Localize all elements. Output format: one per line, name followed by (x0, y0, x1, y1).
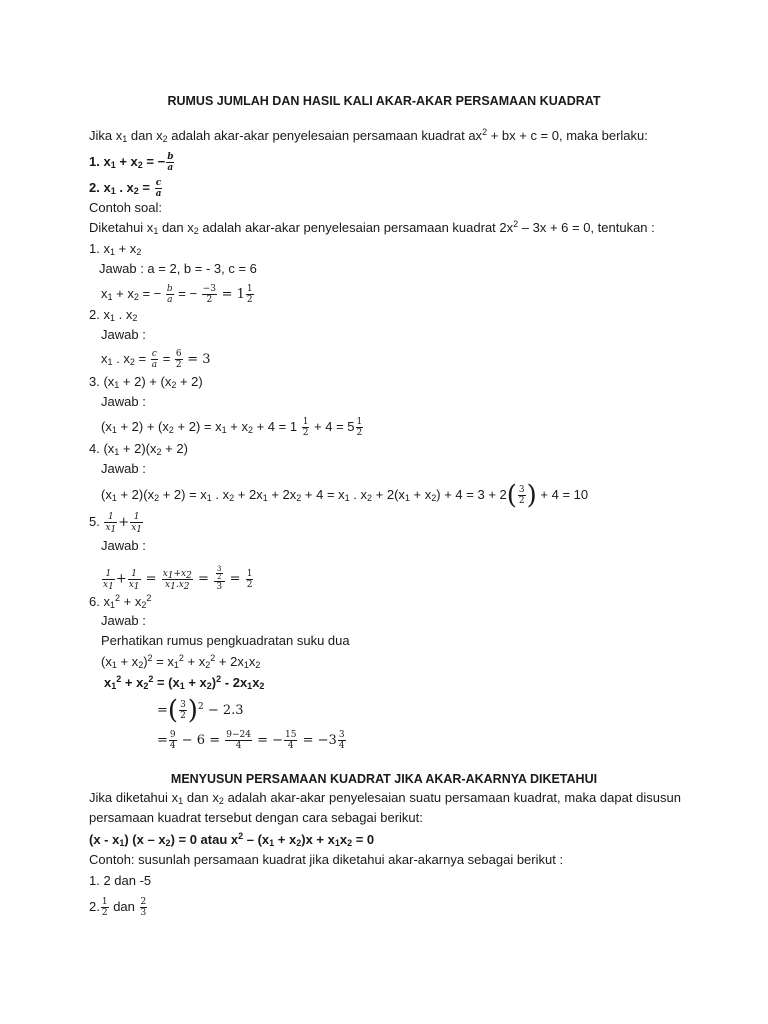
q6-jawab: Jawab : (101, 613, 146, 628)
q5-jawab: Jawab : (101, 538, 146, 553)
contoh-soal-label: Contoh soal: (89, 200, 162, 215)
q5-label: 5. $\frac{1}{x_1}$ + $\frac{1}{x_1}$ (89, 512, 142, 535)
q4-answer: $(x_1 + 2)(x_2 + 2) = x_1$ . $x_2 + 2x_1 + 2x_2 + 4 = x_1$ . $x_2 + 2(x_1 + x_2) + 4 = 3 + 2$( $\frac{3}{2}$ ) + 4 = 10 (101, 480, 589, 511)
q4-jawab: Jawab : (101, 461, 146, 476)
problem-statement: Diketahui $x_1$ dan $x_2$ adalah akar-akar penyelesaian persamaan kuadrat $2x^2 - 3x + 6 = 0$, tentukan : (89, 219, 655, 236)
example-1: 1. 2 dan -5 (89, 873, 152, 888)
q3-label: 3. $(x_1 + 2) + (x_2 + 2)$ (89, 374, 203, 390)
q2-label: 2. $x_1$ . $x_2$ (89, 307, 138, 323)
example-2: 2. $\frac{1}{2}$ dan $\frac{2}{3}$ (89, 897, 147, 918)
q1-label: 1. $x_1 + x_2$ (89, 241, 142, 257)
q6-note: Perhatikan rumus pengkuadratan suku dua (101, 633, 350, 648)
q3-jawab: Jawab : (101, 394, 146, 409)
q1-jawab: Jawab : a = 2, b = - 3, c = 6 (99, 261, 257, 276)
q6-label: 6. $x_1^2 + x_2^2$ (89, 593, 152, 610)
q6-step1: =( $\frac{3}{2}$ )$^2$ − 2.3 (157, 695, 244, 726)
q5-answer: $\frac{1}{x_1}$ + $\frac{1}{x_1}$ = $\frac{x_1+x_2}{x_1.x_2}$ = $\frac{\frac{3}{2}}{3}$ = $\frac{1}{2}$ (103, 565, 253, 592)
contoh2-line: Contoh: susunlah persamaan kuadrat jika diketahui akar-akarnya sebagai berikut : (89, 852, 564, 867)
section-title-compose: MENYUSUN PERSAMAAN KUADRAT JIKA AKAR-AKARNYA DIKETAHUI (170, 772, 598, 786)
compose-paragraph: Jika diketahui $x_1$ dan $x_2$ adalah akar-akar penyelesaian suatu persamaan kuadrat, maka dapat disusun persamaan kuadrat tersebut dengan cara sebagai berikut: (89, 790, 681, 825)
q6-rearranged: $x_1^2 + x_2^2 = (x_1 + x_2)^2 - 2x_1x_2$ (104, 674, 265, 691)
intro-line: Jika $x_1$ dan $x_2$ adalah akar-akar penyelesaian persamaan kuadrat $ax^2$ + bx + c = 0, maka berlaku: (89, 127, 648, 144)
q6-square-formula: $(x_1 + x_2)^2 = x_1^2 + x_2^2 + 2x_1x_2$ (101, 653, 261, 670)
section-title-sum-product: RUMUS JUMLAH DAN HASIL KALI AKAR-AKAR PERSAMAAN KUADRAT (167, 94, 601, 108)
q3-answer: $(x_1 + 2) + (x_2 + 2) = x_1 + x_2 + 4 = 1$ $\frac{1}{2}$ + 4 = 5 $\frac{1}{2}$ (101, 417, 363, 438)
q1-answer: $x_1 + x_2$ = − $\frac{b}{a}$ = − $\frac{-3}{2}$ = 1 $\frac{1}{2}$ (101, 284, 253, 305)
q2-jawab: Jawab : (101, 327, 146, 342)
q4-label: 4. $(x_1 + 2)(x_2 + 2)$ (89, 441, 188, 457)
compose-formula: $(x - x_1)$ $(x - x_2) = 0$ atau $x^2 - (x_1 + x_2)x + x_1x_2 = 0$ (89, 831, 375, 848)
rule-product: 2. $x_1$ . $x_2$ = $\frac{c}{a}$ (89, 178, 162, 199)
q2-answer: $x_1$ . $x_2$ = $\frac{c}{a}$ = $\frac{6}{2}$ = 3 (101, 349, 211, 370)
q6-step2: = $\frac{9}{4}$ − 6 = $\frac{9-24}{4}$ = − $\frac{15}{4}$ = −3 $\frac{3}{4}$ (157, 730, 345, 751)
rule-sum: 1. $x_1 + x_2$ = − $\frac{b}{a}$ (89, 152, 174, 173)
